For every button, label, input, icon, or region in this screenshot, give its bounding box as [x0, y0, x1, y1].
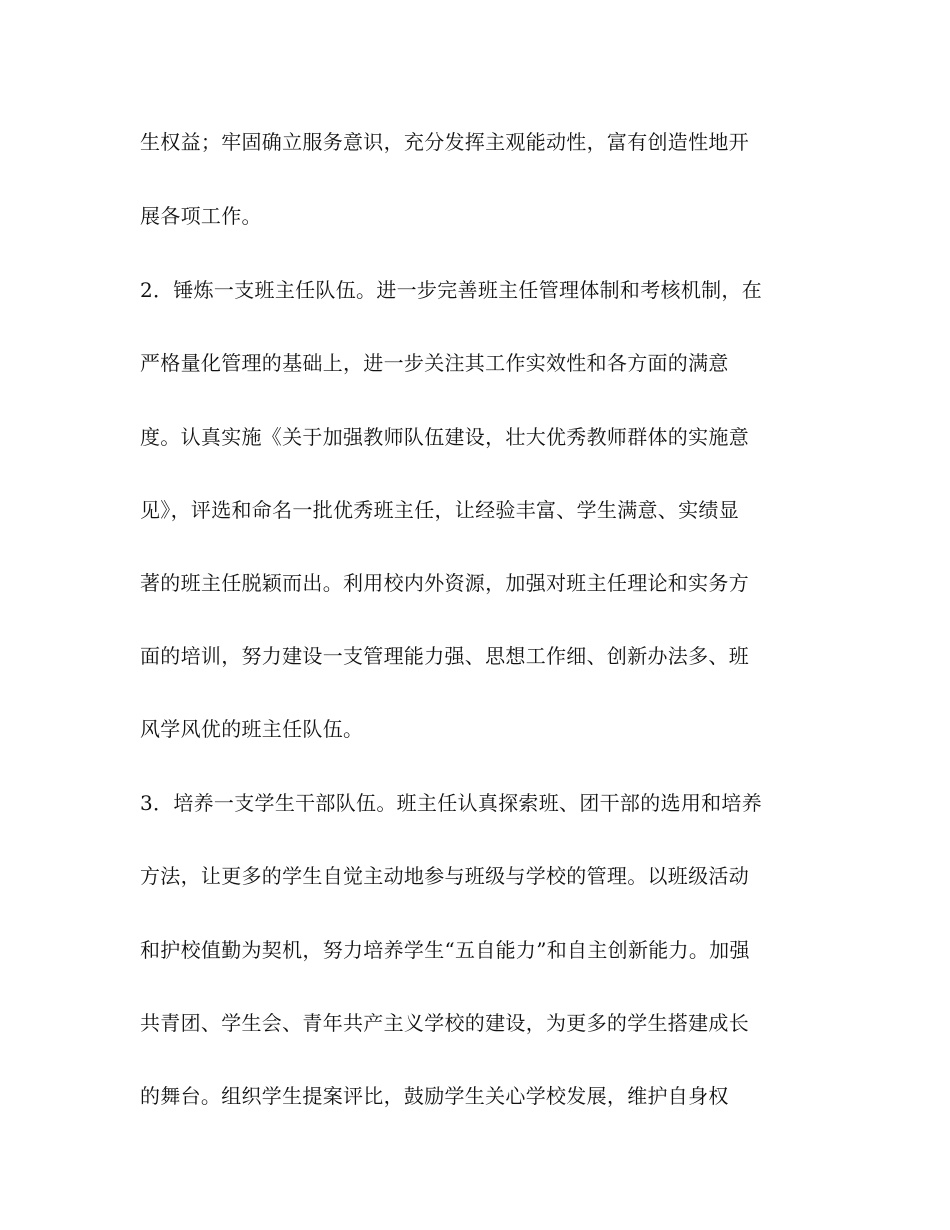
text-line: 展各项工作。 [140, 204, 262, 228]
text-line: 见》，评选和命名一批优秀班主任，让经验丰富、学生满意、实绩显 [140, 498, 739, 522]
text-line: 风学风优的班主任队伍。 [140, 717, 364, 741]
text-line: 共青团、学生会、青年共产主义学校的建设，为更多的学生搭建成长 [140, 1011, 749, 1035]
text-line: 度。认真实施《关于加强教师队伍建设，壮大优秀教师群体的实施意 [140, 425, 749, 449]
text-line: 方法，让更多的学生自觉主动地参与班级与学校的管理。以班级活动 [140, 864, 749, 888]
text-line: 2．锤炼一支班主任队伍。进一步完善班主任管理体制和考核机制，在 [140, 278, 763, 302]
text-line: 生权益；牢固确立服务意识，充分发挥主观能动性，富有创造性地开 [140, 130, 749, 154]
text-line: 著的班主任脱颖而出。利用校内外资源，加强对班主任理论和实务方 [140, 571, 749, 595]
text-line: 面的培训，努力建设一支管理能力强、思想工作细、创新办法多、班 [140, 644, 749, 668]
text-line: 的舞台。组织学生提案评比，鼓励学生关心学校发展，维护自身权 [140, 1084, 729, 1108]
text-line: 严格量化管理的基础上，进一步关注其工作实效性和各方面的满意 [140, 351, 729, 375]
text-line: 3．培养一支学生干部队伍。班主任认真探索班、团干部的选用和培养 [140, 791, 763, 815]
text-line: 和护校值勤为契机，努力培养学生“五自能力”和自主创新能力。加强 [140, 938, 750, 962]
